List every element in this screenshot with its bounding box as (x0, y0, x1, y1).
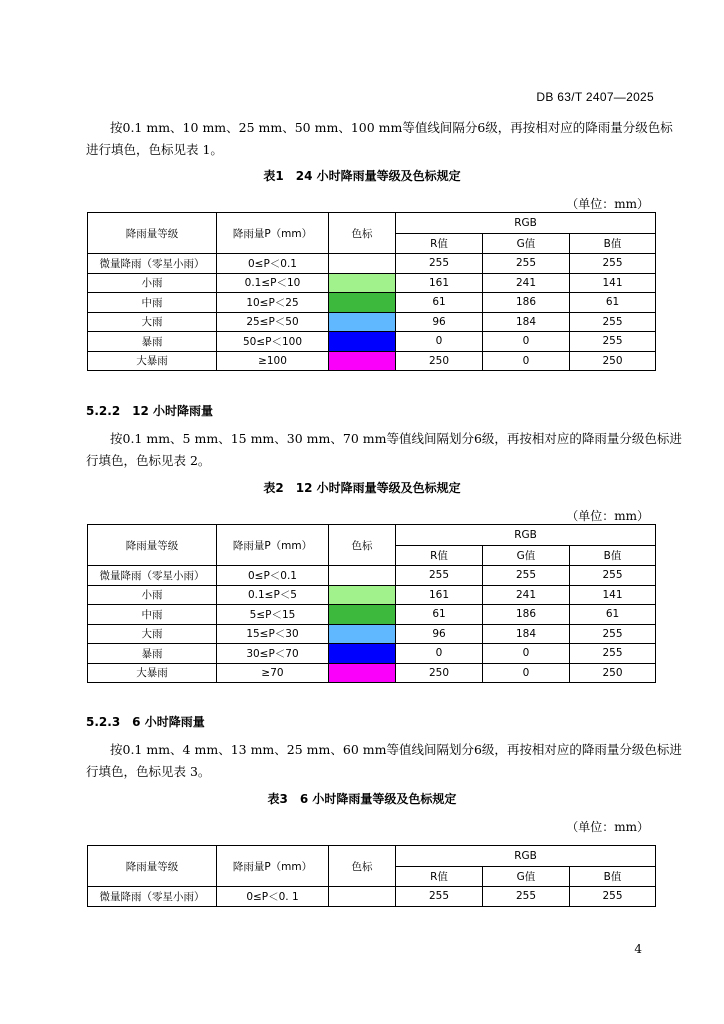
table-row (88, 663, 656, 683)
grade-cell: 中雨 (88, 605, 217, 625)
color-swatch (329, 273, 396, 293)
header-grade: 降雨量等级 (88, 525, 217, 566)
r-cell: 0 (396, 644, 483, 664)
header-g: G值 (483, 867, 570, 887)
header-grade: 降雨量等级 (88, 213, 217, 254)
grade-cell: 大暴雨 (88, 663, 217, 683)
header-r: R值 (396, 867, 483, 887)
header-color: 色标 (329, 525, 396, 566)
table-row (88, 293, 656, 313)
intro-line-1: 按0.1 mm、10 mm、25 mm、50 mm、100 mm等值线间隔分6级，再按相对应的降雨量分级色标 (110, 120, 673, 135)
grade-cell: 暴雨 (88, 644, 217, 664)
g-cell: 255 (483, 254, 570, 274)
range-cell: 0≤P＜0.1 (217, 254, 329, 274)
r-cell: 161 (396, 273, 483, 293)
range-cell: 0≤P＜0.1 (217, 566, 329, 586)
b-cell: 141 (570, 273, 656, 293)
section-5-2-2-heading: 5.2.2 12 小时降雨量 (86, 404, 214, 418)
g-cell: 255 (483, 887, 570, 907)
header-rgb: RGB (396, 846, 656, 867)
b-cell: 141 (570, 585, 656, 605)
color-swatch (329, 566, 396, 586)
b-cell: 255 (570, 887, 656, 907)
range-cell: 5≤P＜15 (217, 605, 329, 625)
r-cell: 96 (396, 312, 483, 332)
header-amount: 降雨量P（mm） (217, 525, 329, 566)
b-cell: 255 (570, 254, 656, 274)
header-amount: 降雨量P（mm） (217, 213, 329, 254)
header-color: 色标 (329, 846, 396, 887)
table-row (88, 605, 656, 625)
b-cell: 250 (570, 663, 656, 683)
grade-cell: 暴雨 (88, 332, 217, 352)
table-row (88, 312, 656, 332)
r-cell: 255 (396, 887, 483, 907)
header-r: R值 (396, 546, 483, 566)
header-grade: 降雨量等级 (88, 846, 217, 887)
grade-cell: 微量降雨（零星小雨） (88, 566, 217, 586)
color-swatch (329, 312, 396, 332)
g-cell: 184 (483, 312, 570, 332)
table-3-caption: 表3 6 小时降雨量等级及色标规定 (267, 792, 457, 806)
section-5-2-3-heading: 5.2.3 6 小时降雨量 (86, 715, 205, 729)
b-cell: 250 (570, 351, 656, 371)
g-cell: 186 (483, 293, 570, 313)
table-row (88, 585, 656, 605)
table-1-caption: 表1 24 小时降雨量等级及色标规定 (263, 169, 461, 183)
table-row (88, 624, 656, 644)
color-swatch (329, 605, 396, 625)
color-swatch (329, 624, 396, 644)
range-cell: 15≤P＜30 (217, 624, 329, 644)
section-5-2-3-line-2: 行填色，色标见表 3。 (86, 764, 211, 779)
table-3 (87, 845, 656, 907)
g-cell: 255 (483, 566, 570, 586)
color-swatch (329, 585, 396, 605)
range-cell: 50≤P＜100 (217, 332, 329, 352)
b-cell: 255 (570, 332, 656, 352)
table-row (88, 254, 656, 274)
header-b: B值 (570, 546, 656, 566)
header-r: R值 (396, 234, 483, 254)
b-cell: 255 (570, 566, 656, 586)
section-5-2-2-line-1: 按0.1 mm、5 mm、15 mm、30 mm、70 mm等值线间隔划分6级，再按相对应的降雨量分级色标进 (110, 431, 682, 446)
g-cell: 186 (483, 605, 570, 625)
range-cell: 10≤P＜25 (217, 293, 329, 313)
r-cell: 255 (396, 254, 483, 274)
g-cell: 241 (483, 273, 570, 293)
table-2-caption: 表2 12 小时降雨量等级及色标规定 (263, 481, 461, 495)
color-swatch (329, 663, 396, 683)
table-1-unit: （单位：mm） (566, 197, 649, 211)
table-row (88, 644, 656, 664)
r-cell: 250 (396, 663, 483, 683)
header-b: B值 (570, 867, 656, 887)
g-cell: 0 (483, 351, 570, 371)
grade-cell: 大雨 (88, 312, 217, 332)
grade-cell: 小雨 (88, 585, 217, 605)
intro-line-2: 进行填色，色标见表 1。 (86, 142, 223, 157)
r-cell: 250 (396, 351, 483, 371)
header-rgb: RGB (396, 525, 656, 546)
page-number: 4 (634, 942, 642, 956)
table-2 (87, 524, 656, 683)
header-b: B值 (570, 234, 656, 254)
range-cell: ≥100 (217, 351, 329, 371)
table-row (88, 887, 656, 907)
g-cell: 0 (483, 332, 570, 352)
range-cell: 30≤P＜70 (217, 644, 329, 664)
document-code: DB 63/T 2407—2025 (536, 90, 654, 104)
header-g: G值 (483, 234, 570, 254)
color-swatch (329, 254, 396, 274)
b-cell: 255 (570, 312, 656, 332)
grade-cell: 大暴雨 (88, 351, 217, 371)
range-cell: ≥70 (217, 663, 329, 683)
color-swatch (329, 351, 396, 371)
grade-cell: 微量降雨（零星小雨） (88, 254, 217, 274)
b-cell: 255 (570, 644, 656, 664)
color-swatch (329, 293, 396, 313)
r-cell: 161 (396, 585, 483, 605)
r-cell: 61 (396, 605, 483, 625)
g-cell: 0 (483, 663, 570, 683)
section-5-2-3-line-1: 按0.1 mm、4 mm、13 mm、25 mm、60 mm等值线间隔划分6级，再按相对应的降雨量分级色标进 (110, 742, 682, 757)
header-rgb: RGB (396, 213, 656, 234)
table-2-unit: （单位：mm） (566, 509, 649, 523)
section-5-2-2-line-2: 行填色，色标见表 2。 (86, 453, 211, 468)
table-row (88, 273, 656, 293)
color-swatch (329, 332, 396, 352)
grade-cell: 大雨 (88, 624, 217, 644)
range-cell: 0≤P＜0. 1 (217, 887, 329, 907)
r-cell: 0 (396, 332, 483, 352)
header-color: 色标 (329, 213, 396, 254)
grade-cell: 微量降雨（零星小雨） (88, 887, 217, 907)
color-swatch (329, 887, 396, 907)
g-cell: 184 (483, 624, 570, 644)
r-cell: 96 (396, 624, 483, 644)
table-1 (87, 212, 656, 371)
r-cell: 61 (396, 293, 483, 313)
r-cell: 255 (396, 566, 483, 586)
table-row (88, 332, 656, 352)
b-cell: 61 (570, 605, 656, 625)
range-cell: 0.1≤P＜5 (217, 585, 329, 605)
color-swatch (329, 644, 396, 664)
table-row (88, 566, 656, 586)
b-cell: 255 (570, 624, 656, 644)
grade-cell: 中雨 (88, 293, 217, 313)
header-amount: 降雨量P（mm） (217, 846, 329, 887)
grade-cell: 小雨 (88, 273, 217, 293)
table-row (88, 351, 656, 371)
b-cell: 61 (570, 293, 656, 313)
range-cell: 25≤P＜50 (217, 312, 329, 332)
range-cell: 0.1≤P＜10 (217, 273, 329, 293)
g-cell: 0 (483, 644, 570, 664)
table-3-unit: （单位：mm） (566, 820, 649, 834)
g-cell: 241 (483, 585, 570, 605)
header-g: G值 (483, 546, 570, 566)
